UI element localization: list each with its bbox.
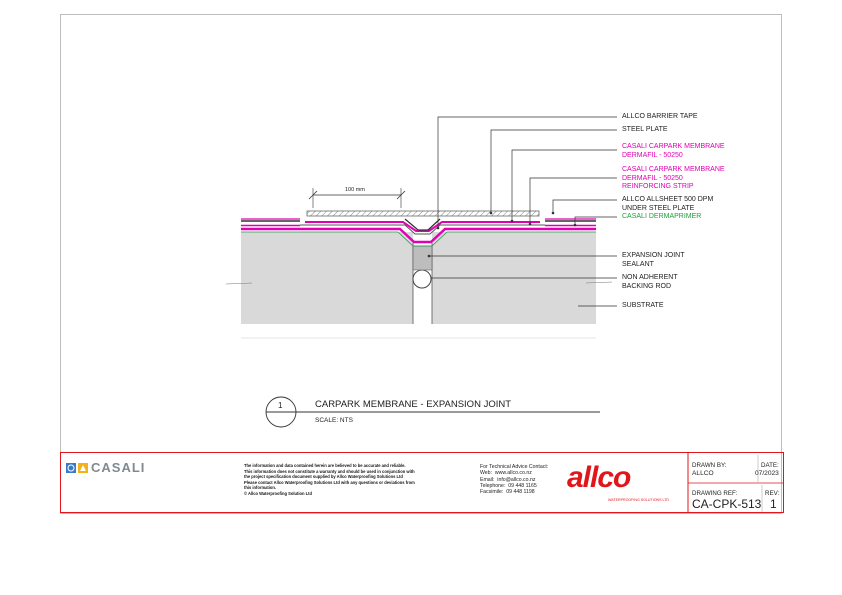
detail-title: CARPARK MEMBRANE - EXPANSION JOINT — [315, 399, 512, 410]
drawn-by-value: ALLCO — [692, 470, 714, 477]
rev-label: REV: — [765, 490, 780, 497]
drawing-ref-label: DRAWING REF: — [692, 490, 738, 497]
allco-tagline: WATERPROOFING SOLUTIONS LTD — [608, 498, 670, 502]
contact-text: For Technical Advice Contact: Web: www.allco.co.nz Email: info@allco.co.nz Telephone: 09 448 1165 Facsimile: 09 448 1198 — [480, 464, 549, 496]
detail-number: 1 — [278, 401, 283, 410]
casali-logo: CASALI — [91, 460, 146, 475]
disclaimer-text: The information and data contained herein are believed to be accurate and reliable. This information does not constitute a warranty and should be used in conjunction with the project specification document supplied by Allco Waterproofing Solutions Ltd Please contact Allco Waterproofing Solutions Ltd with any questions or deviations from this information. © Allco Waterproofing Solution Ltd — [244, 463, 415, 496]
callout-barrier-tape: ALLCO BARRIER TAPE — [622, 113, 698, 120]
callout-primer: CASALI DERMAPRIMER — [622, 213, 702, 220]
callout-steel-plate: STEEL PLATE — [622, 126, 668, 133]
callout-membrane: CASALI CARPARK MEMBRANE DERMAFIL - 50250 — [622, 143, 725, 159]
date-label: DATE: — [761, 462, 779, 469]
callout-sealant: EXPANSION JOINT SEALANT — [622, 252, 685, 268]
dimension-label: 100 mm — [345, 187, 365, 193]
drawing-ref-value: CA-CPK-513 — [692, 497, 762, 511]
drawn-by-label: DRAWN BY: — [692, 462, 727, 469]
callout-substrate: SUBSTRATE — [622, 302, 664, 309]
callout-backing-rod: NON ADHERENT BACKING ROD — [622, 274, 678, 290]
rev-value: 1 — [770, 497, 777, 511]
callout-dpm: ALLCO ALLSHEET 500 DPM UNDER STEEL PLATE — [622, 196, 714, 212]
scale-label: SCALE: NTS — [315, 417, 353, 424]
callout-reinforcing-strip: CASALI CARPARK MEMBRANE DERMAFIL - 50250 REINFORCING STRIP — [622, 166, 725, 190]
date-value: 07/2023 — [755, 470, 779, 477]
allco-logo: allco — [567, 461, 631, 494]
